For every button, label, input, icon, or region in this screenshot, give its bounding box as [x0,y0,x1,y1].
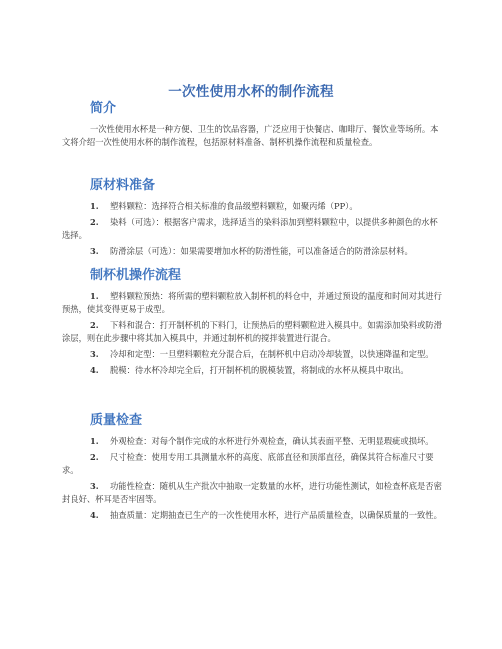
list-item-text: 防滑涂层（可选）：如果需要增加水杯的防滑性能，可以准备适合的防滑涂层材料。 [110,246,413,256]
section-heading-intro: 简介 [90,101,117,116]
section-heading-machine-operation: 制杯机操作流程 [90,268,182,283]
list-item-text: 功能性检查：随机从生产批次中抽取一定数量的水杯，进行功能性测试，如检查杯底是否密封良好、杯耳是否牢固等。 [62,481,442,504]
list-item [62,319,444,345]
list-item [62,200,444,213]
intro-paragraph: 一次性使用水杯是一种方便、卫生的饮品容器，广泛应用于快餐店、咖啡厅、餐饮业等场所。本文将介绍一次性使用水杯的制作流程，包括原材料准备、制杯机操作流程和质量检查。 [62,124,439,147]
list-item-text: 脱模：待水杯冷却完全后，打开制杯机的脱模装置，将制成的水杯从模具中取出。 [110,365,409,375]
list-item-number: 4. [90,510,99,520]
section-heading-materials: 原材料准备 [90,178,156,193]
list-item-number: 3. [90,246,99,256]
list-item-text: 冷却和定型：一旦塑料颗粒充分混合后，在制杯机中启动冷却装置，以快速降温和定型。 [110,349,434,359]
section-materials [62,178,444,261]
list-item [62,435,444,448]
list-item-text: 塑料颗粒：选择符合相关标准的食品级塑料颗粒，如聚丙烯（PP）。 [110,201,358,211]
list-item [62,290,444,316]
list-item [62,216,444,242]
list-item [62,451,444,477]
list-item-text: 染料（可选）：根据客户需求，选择适当的染料添加到塑料颗粒中，以提供多种颜色的水杯选择。 [62,217,438,240]
list-item-number: 2. [90,217,99,227]
list-item [62,480,444,506]
list-item-number: 1. [90,201,99,211]
list-item-text: 尺寸检查：使用专用工具测量水杯的高度、底部直径和顶部直径，确保其符合标准尺寸要求。 [62,452,434,475]
list-item-number: 1. [90,436,99,446]
section-heading-quality-check: 质量检查 [90,413,143,428]
list-item-number: 2. [90,320,99,330]
list-item-number: 3. [90,481,99,491]
list-item-number: 2. [90,452,99,462]
list-item [62,348,444,361]
list-item-number: 4. [90,365,99,375]
list-item [62,509,444,522]
list-item-text: 外观检查：对每个制作完成的水杯进行外观检查，确认其表面平整、无明显瑕疵或损坏。 [110,436,434,446]
list-item-number: 1. [90,291,99,301]
document-title: 一次性使用水杯的制作流程 [168,84,334,100]
section-quality-check [62,413,444,525]
list-item [62,245,444,258]
section-intro [62,101,444,149]
list-item-text: 下料和混合：打开制杯机的下料门，让预热后的塑料颗粒进入模具中。如需添加染料或防滑涂层，则在此步骤中将其加入模具中，并通过制杯机的搅拌装置进行混合。 [62,320,442,343]
list-item-text: 抽查质量：定期抽查已生产的一次性使用水杯，进行产品质量检查，以确保质量的一致性。 [110,510,442,520]
list-item-text: 塑料颗粒预热：将所需的塑料颗粒放入制杯机的料仓中，并通过预设的温度和时间对其进行预热，使其变得更易于成型。 [62,291,442,314]
list-item-number: 3. [90,349,99,359]
section-machine-operation [62,268,444,380]
list-item [62,364,444,377]
